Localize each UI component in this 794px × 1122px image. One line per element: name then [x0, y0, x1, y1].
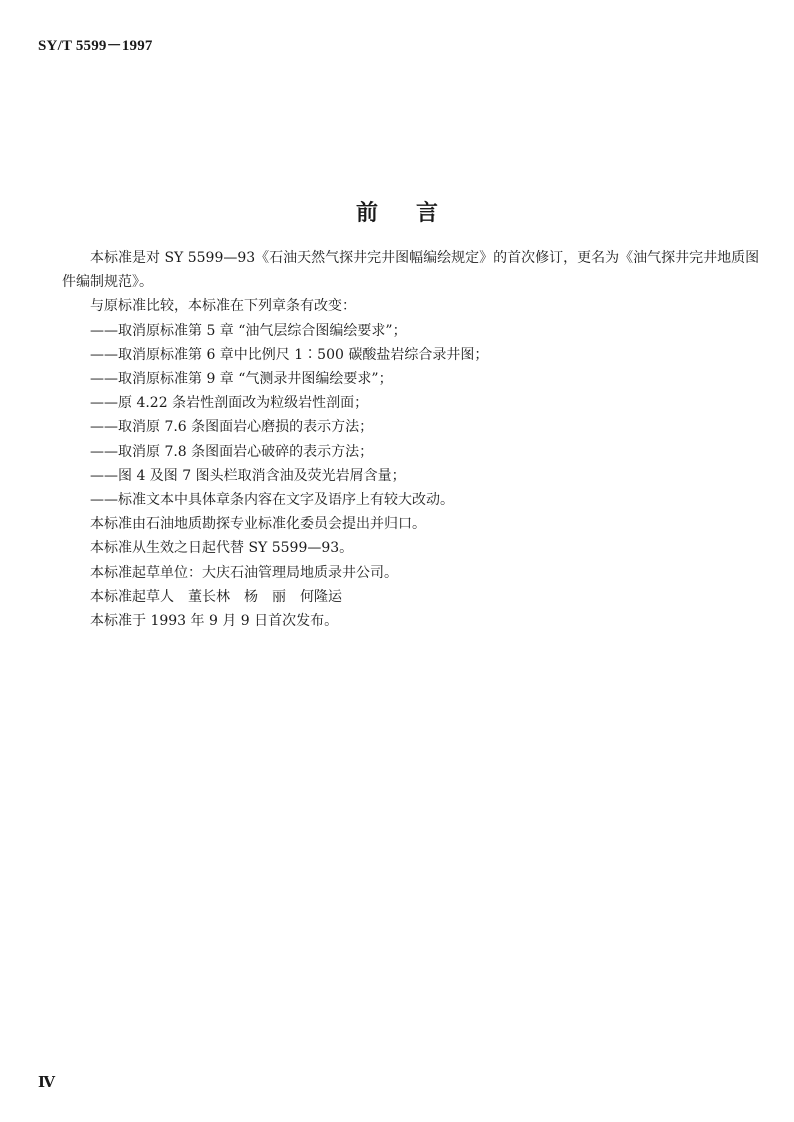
drafting-unit-paragraph: 本标准起草单位：大庆石油管理局地质录井公司。	[90, 564, 398, 581]
foreword-body	[62, 246, 762, 633]
proposer-paragraph: 本标准由石油地质勘探专业标准化委员会提出并归口。	[90, 516, 426, 533]
replaces-paragraph: 本标准从生效之日起代替 SY 5599—93。	[90, 540, 354, 557]
page-number: Ⅳ	[38, 1075, 56, 1091]
first-issue-paragraph: 本标准于 1993 年 9 月 9 日首次发布。	[90, 613, 339, 630]
change-item: ——标准文本中具体章条内容在文字及语序上有较大改动。	[90, 492, 454, 509]
change-item: ——取消原 7.6 条图面岩心磨损的表示方法；	[90, 419, 374, 436]
change-item: ——取消原 7.8 条图面岩心破碎的表示方法；	[90, 443, 374, 460]
change-item: ——取消原标准第 9 章 “气测录井图编绘要求”；	[90, 371, 393, 388]
compare-paragraph: 与原标准比较，本标准在下列章条有改变：	[90, 298, 356, 315]
change-item: ——原 4.22 条岩性剖面改为粒级岩性剖面；	[90, 395, 369, 412]
page-title: 前言	[355, 201, 476, 226]
change-item: ——取消原标准第 6 章中比例尺 1∶500 碳酸盐岩综合录井图；	[90, 346, 489, 363]
drafters-paragraph: 本标准起草人 董长林 杨 丽 何隆运	[90, 588, 342, 605]
standard-code: SY/T 5599－1997	[38, 38, 153, 54]
intro-paragraph: 本标准是对 SY 5599—93《石油天然气探井完井图幅编绘规定》的首次修订，更名为《油气探井完井地质图件编制规范》。	[62, 250, 760, 291]
change-item: ——取消原标准第 5 章 “油气层综合图编绘要求”；	[90, 322, 407, 339]
change-item: ——图 4 及图 7 图头栏取消含油及荧光岩屑含量；	[90, 467, 406, 484]
